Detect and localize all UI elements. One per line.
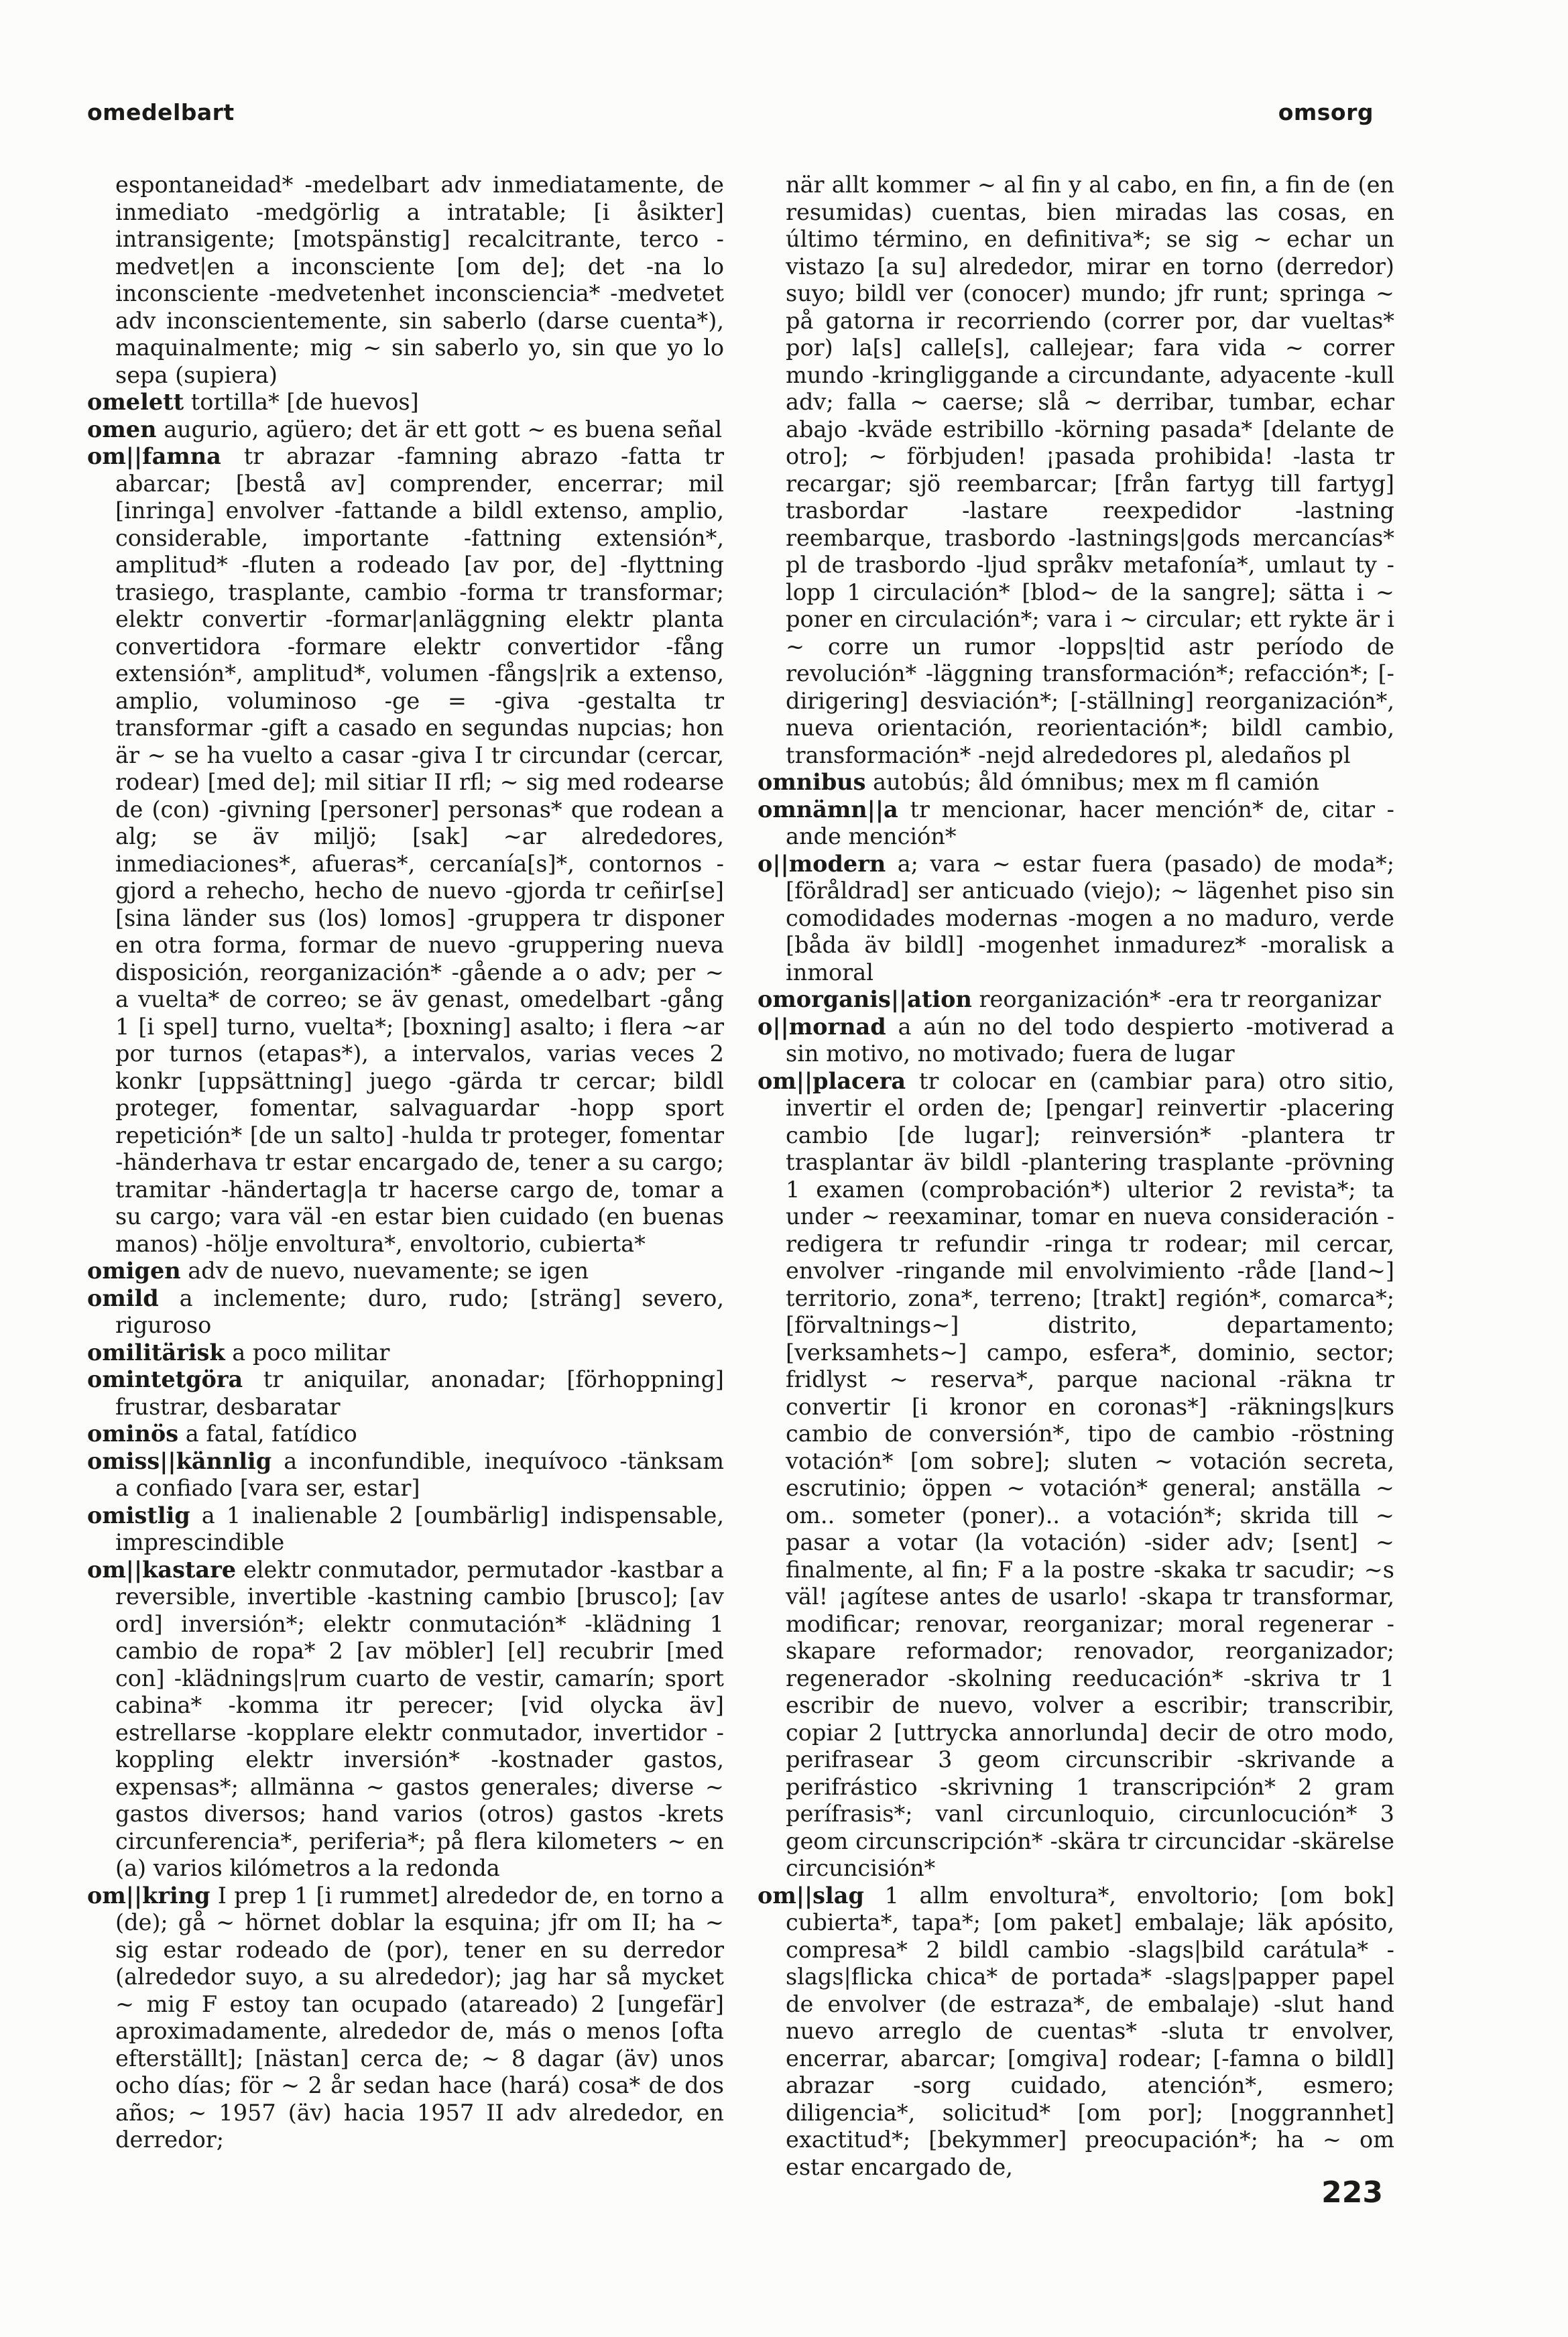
entry-lemma: omintetgöra [87, 1366, 243, 1392]
dictionary-entry [87, 172, 724, 389]
dictionary-entry [87, 1557, 724, 1882]
entry-text: tortilla* [de huevos] [190, 389, 419, 415]
entry-lemma: omistlig [87, 1502, 190, 1529]
dictionary-entry [87, 443, 724, 1258]
dictionary-entry [758, 1014, 1394, 1068]
entry-text: elektr conmutador, permutador -kastbar a reversible, invertible -kastning cambio [brusco]; [av ord] inversión*; elektr conmutación* -klädning 1 cambio de ropa* 2 [av möbler] [el] recubrir [med con] -klädnings|rum cuarto de vestir, camarín; sport cabina* -komma itr perecer; [vid olycka äv] estrellarse -kopplare elektr conmutador, invertidor -koppling elektr inversión* -kostnader gastos, expensas*; allmänna ~ gastos generales; diverse ~ gastos diversos; hand varios (otros) gastos -krets circunferencia*, periferia*; på flera kilometers ~ en (a) varios kilómetros a la redonda [115, 1556, 725, 1881]
entry-text: a fatal, fatídico [185, 1421, 357, 1447]
page-number: 223 [1321, 2175, 1383, 2210]
dictionary-entry [758, 796, 1394, 851]
dictionary-entry [87, 1448, 724, 1502]
entry-text: a; vara ~ estar fuera (pasado) de moda*; [föråldrad] ser anticuado (viejo); ~ lägenhet piso sin comodidades modernas -mogen a no maduro, verde [båda äv bildl] -mogenhet inmadurez* -moralisk a inmoral [786, 850, 1395, 985]
entry-text: I prep 1 [i rummet] alrededor de, en torno a (de); gå ~ hörnet doblar la esquina; jfr om II; ha ~ sig estar rodeado de (por), tener en su derredor (alrededor suyo, a su alrededor); jag har så mycket ~ mig F estoy tan ocupado (atareado) 2 [ungefär] aproximadamente, alrededor de, más o menos [ofta efterställt]; [nästan] cerca de; ~ 8 dagar (äv) unos ocho días; för ~ 2 år sedan hace (hará) cosa* de dos años; ~ 1957 (äv) hacia 1957 II adv alrededor, en derredor; [115, 1882, 724, 2153]
dictionary-entry [87, 1366, 724, 1421]
entry-lemma: omelett [87, 389, 184, 415]
entry-text: autobús; åld ómnibus; mex m fl camión [873, 769, 1320, 795]
entry-lemma: omilitärisk [87, 1339, 225, 1366]
entry-lemma: o||mornad [758, 1013, 886, 1040]
entry-text: när allt kommer ~ al fin y al cabo, en fin, a fin de (en resumidas) cuentas, bien miradas las cosas, en último término, en definitiva*; se sig ~ echar un vistazo [a su] alrededor, mirar en torno (derredor) suyo; bildl ver (conocer) mundo; jfr runt; springa ~ på gatorna ir recorriendo (correr por, dar vueltas* por) la[s] calle[s], callejear; fara vida ~ correr mundo -kringliggande a circundante, adyacente -kull adv; falla ~ caerse; slå ~ derribar, tumbar, echar abajo -kväde estribillo -körning pasada* [delante de otro]; ~ förbjuden! ¡pasada prohibida! -lasta tr recargar; sjö reembarcar; [från fartyg till fartyg] trasbordar -lastare reexpedidor -lastning reembarque, trasbordo -lastnings|gods mercancías* pl de trasbordo -ljud språkv metafonía*, umlaut ty -lopp 1 circulación* [blod~ de la sangre]; sätta i ~ poner en circulación*; vara i ~ circular; ett rykte är i ~ corre un rumor -lopps|tid astr período de revolución* -läggning transformación*; refacción*; [-dirigering] desviación*; [-ställning] reorganización*, nueva orientación, reorientación*; bildl cambio, transformación* -nejd alrededores pl, aledaños pl [786, 172, 1394, 768]
entry-lemma: om||famna [87, 443, 221, 469]
dictionary-entry [758, 769, 1394, 796]
entry-lemma: om||placera [758, 1067, 906, 1094]
entry-lemma: omigen [87, 1258, 181, 1284]
entry-lemma: omnibus [758, 769, 866, 795]
entry-text: a aún no del todo despierto -motiverad a sin motivo, no motivado; fuera de lugar [786, 1013, 1394, 1067]
running-head-left: omedelbart [87, 99, 235, 125]
dictionary-entry [87, 1339, 724, 1367]
dictionary-entry [758, 851, 1394, 987]
dictionary-entry [87, 416, 724, 444]
dictionary-entry [758, 1882, 1394, 2181]
entry-lemma: om||kring [87, 1882, 210, 1909]
entry-lemma: ominös [87, 1421, 179, 1447]
left-column [87, 172, 724, 2156]
entry-lemma: omild [87, 1284, 159, 1311]
entry-lemma: o||modern [758, 850, 886, 877]
dictionary-entry [758, 1068, 1394, 1882]
dictionary-entry [87, 1258, 724, 1285]
right-column [758, 172, 1395, 2180]
dictionary-entry [758, 986, 1394, 1014]
entry-text: tr abrazar -famning abrazo -fatta tr abarcar; [bestå av] comprender, encerrar; mil [inringa] envolver -fattande a bildl extenso, amplio, considerable, importante -fattning extensión*, amplitud* -fluten a rodeado [av por, de] -flyttning trasiego, trasplante, cambio -forma tr transformar; elektr convertir -formar|anläggning elektr planta convertidora -formare elektr convertidor -fång extensión*, amplitud*, volumen -fångs|rik a extenso, amplio, voluminoso -ge = -giva -gestalta tr transformar -gift a casado en segundas nupcias; hon är ~ se ha vuelto a casar -giva I tr circundar (cercar, rodear) [med de]; mil sitiar II rfl; ~ sig med rodearse de (con) -givning [personer] personas* que rodean a alg; se äv miljö; [sak] ~ar alrededores, inmediaciones*, afueras*, cercanía[s]*, contornos -gjord a rehecho, hecho de nuevo -gjorda tr ceñir[se] [sina länder sus (los) lomos] -gruppera tr disponer en otra forma, formar de nuevo -gruppering nueva disposición, reorganización* -gående a o adv; per ~ a vuelta* de correo; se äv genast, omedelbart -gång 1 [i spel] turno, vuelta*; [boxning] asalto; i flera ~ar por turnos (etapas*), a intervalos, varias veces 2 konkr [uppsättning] juego -gärda tr cercar; bildl proteger, fomentar, salvaguardar -hopp sport repetición* [de un salto] -hulda tr proteger, fomentar -händerhava tr estar encargado de, tener a su cargo; tramitar -händertag|a tr hacerse cargo de, tomar a su cargo; vara väl -en estar bien cuidado (en buenas manos) -hölje envoltura*, envoltorio, cubierta* [115, 443, 725, 1257]
entry-text: tr mencionar, hacer mención* de, citar -ande mención* [786, 796, 1394, 849]
entry-text: a inconfundible, inequívoco -tänksam a confiado [vara ser, estar] [115, 1447, 724, 1501]
entry-text: a poco militar [232, 1339, 390, 1366]
entry-lemma: om||kastare [87, 1556, 237, 1583]
entry-lemma: omorganis||ation [758, 986, 972, 1012]
entry-lemma: omiss||kännlig [87, 1447, 272, 1474]
entry-text: espontaneidad* -medelbart adv inmediatamente, de inmediato -medgörlig a intratable; [i åsikter] intransigente; [motspänstig] recalcitrante, terco -medvet|en a inconsciente [om de]; det -na lo inconsciente -medvetenhet inconsciencia* -medvetet adv inconscientemente, sin saberlo (darse cuenta*), maquinalmente; mig ~ sin saberlo yo, sin que yo lo sepa (supiera) [115, 172, 724, 388]
dictionary-entry [87, 1882, 724, 2154]
running-head-right: omsorg [1278, 99, 1374, 125]
entry-lemma: omnämn||a [758, 796, 898, 823]
entry-text: reorganización* -era tr reorganizar [979, 986, 1381, 1012]
dictionary-entry [87, 1421, 724, 1448]
entry-text: augurio, agüero; det är ett gott ~ es buena señal [164, 416, 723, 442]
entry-lemma: omen [87, 416, 157, 442]
dictionary-entry [87, 389, 724, 416]
dictionary-entry [87, 1502, 724, 1557]
entry-text: tr aniquilar, anonadar; [förhoppning] frustrar, desbaratar [115, 1366, 725, 1420]
entry-text: a inclemente; duro, rudo; [sträng] severo, riguroso [115, 1284, 724, 1338]
dictionary-entry [758, 172, 1394, 769]
entry-text: adv de nuevo, nuevamente; se igen [188, 1258, 589, 1284]
entry-text: 1 allm envoltura*, envoltorio; [om bok] cubierta*, tapa*; [om paket] embalaje; läk apósito, compresa* 2 bildl cambio -slags|bild carátula* -slags|flicka chica* de portada* -slags|papper papel de envolver (de estraza*, de embalaje) -slut hand nuevo arreglo de cuentas* -sluta tr envolver, encerrar, abarcar; [omgiva] rodear; [-famna o bildl] abrazar -sorg cuidado, atención*, esmero; diligencia*, solicitud* [om por]; [noggrannhet] exactitud*; [bekymmer] preocupación*; ha ~ om estar encargado de, [786, 1882, 1394, 2180]
entry-text: tr colocar en (cambiar para) otro sitio, invertir el orden de; [pengar] reinvertir -placering cambio [de lugar]; reinversión* -plantera tr trasplantar äv bildl -plantering trasplante -prövning 1 examen (comprobación*) ulterior 2 revista*; ta under ~ reexaminar, tomar en nueva consideración -redigera tr refundir -ringa tr rodear; mil cercar, envolver -ringande mil envolvimiento -råde [land~] territorio, zona*, terreno; [trakt] región*, comarca*; [förvaltnings~] distrito, departamento; [verksamhets~] campo, esfera*, dominio, sector; fridlyst ~ reserva*, parque nacional -räkna tr convertir [i kronor en coronas*] -räknings|kurs cambio de conversión*, tipo de cambio -röstning votación* [om sobre]; sluten ~ votación secreta, escrutinio; öppen ~ votación* general; anställa ~ om.. someter (poner).. a votación*; skrida till ~ pasar a votar (la votación) -sider adv; [sent] ~ finalmente, al fin; F a la postre -skaka tr sacudir; ~s väl! ¡agítese antes de usarlo! -skapa tr transformar, modificar; renovar, reorganizar; moral regenerar -skapare reformador; renovador, reorganizador; regenerador -skolning reeducación* -skriva tr 1 escribir de nuevo, volver a escribir; transcribir, copiar 2 [uttrycka annorlunda] decir de otro modo, perifrasear 3 geom circunscribir -skrivande a perifrástico -skrivning 1 transcripción* 2 gram perífrasis*; vanl circunloquio, circunlocución* 3 geom circunscripción* -skära tr circuncidar -skärelse circuncisión* [786, 1067, 1394, 1881]
entry-lemma: om||slag [758, 1882, 864, 1909]
entry-text: a 1 inalienable 2 [oumbärlig] indispensable, imprescindible [115, 1502, 724, 1555]
dictionary-entry [87, 1285, 724, 1339]
